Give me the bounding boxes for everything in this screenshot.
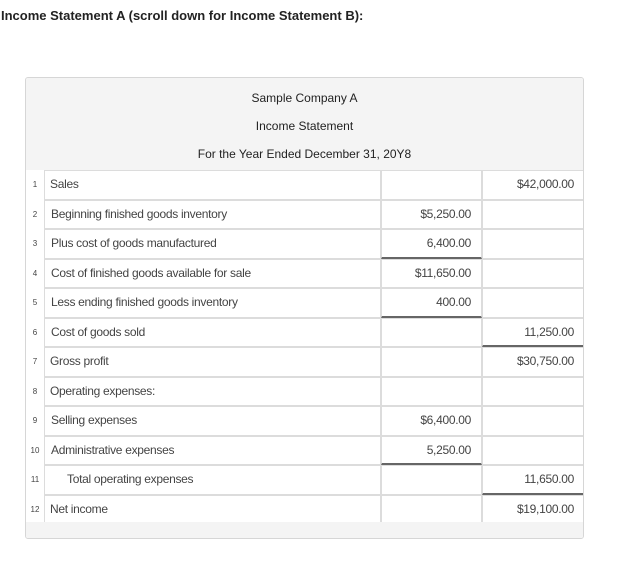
amount-column-1[interactable] xyxy=(381,377,482,407)
row-number: 7 xyxy=(32,357,38,366)
amount-column-1[interactable]: $6,400.00 xyxy=(381,406,482,436)
table-row xyxy=(26,229,583,259)
amount-column-2[interactable]: $19,100.00 xyxy=(482,495,584,525)
amount-column-1[interactable]: $5,250.00 xyxy=(381,200,482,230)
row-label: Sales xyxy=(44,170,381,200)
row-label: Less ending finished goods inventory xyxy=(44,288,381,318)
amount-column-1[interactable] xyxy=(381,318,482,348)
amount-column-2[interactable]: 11,650.00 xyxy=(482,465,584,495)
amount-column-1[interactable]: 5,250.00 xyxy=(381,436,482,466)
row-number: 6 xyxy=(32,327,38,337)
table-row xyxy=(26,465,583,495)
statement-period: For the Year Ended December 31, 20Y8 xyxy=(197,147,412,161)
amount-column-2[interactable] xyxy=(482,406,584,436)
row-label: Gross profit xyxy=(44,347,381,377)
table-row xyxy=(26,406,583,436)
row-label: Plus cost of goods manufactured xyxy=(44,229,381,259)
row-label: Administrative expenses xyxy=(44,436,381,466)
row-label: Cost of finished goods available for sale xyxy=(44,259,381,289)
row-label: Operating expenses: xyxy=(44,377,381,407)
row-label: Beginning finished goods inventory xyxy=(44,200,381,230)
table-row xyxy=(26,436,583,466)
table-footer xyxy=(26,522,583,539)
amount-column-1[interactable]: 400.00 xyxy=(381,288,482,318)
amount-column-1[interactable]: 6,400.00 xyxy=(381,229,482,259)
amount-column-1[interactable] xyxy=(381,495,482,525)
table-row xyxy=(26,259,583,289)
row-number: 5 xyxy=(32,298,38,307)
amount-column-2[interactable] xyxy=(482,377,584,407)
amount-column-1[interactable] xyxy=(381,170,482,200)
company-name: Sample Company A xyxy=(251,91,358,105)
table-row xyxy=(26,288,583,318)
row-number: 2 xyxy=(32,209,38,219)
table-row xyxy=(26,200,583,230)
statement-header xyxy=(26,78,583,170)
row-number: 11 xyxy=(30,475,40,484)
row-number: 8 xyxy=(32,386,38,396)
income-statement-table xyxy=(25,77,584,539)
amount-column-2[interactable] xyxy=(482,436,584,466)
table-row xyxy=(26,347,583,377)
row-label: Cost of goods sold xyxy=(44,318,381,348)
row-number: 9 xyxy=(32,416,38,425)
row-number: 10 xyxy=(30,445,40,455)
row-number: 1 xyxy=(32,180,38,189)
row-label: Net income xyxy=(44,495,381,525)
row-label: Selling expenses xyxy=(44,406,381,436)
amount-column-1[interactable] xyxy=(381,465,482,495)
table-row xyxy=(26,377,583,407)
row-number: 12 xyxy=(30,504,40,514)
table-row xyxy=(26,495,583,525)
table-row xyxy=(26,170,583,200)
table-row xyxy=(26,318,583,348)
row-label: Total operating expenses xyxy=(44,465,381,495)
row-number: 4 xyxy=(32,268,38,278)
amount-column-2[interactable] xyxy=(482,288,584,318)
amount-column-1[interactable] xyxy=(381,347,482,377)
amount-column-2[interactable] xyxy=(482,259,584,289)
amount-column-2[interactable]: 11,250.00 xyxy=(482,318,584,348)
page-heading: Income Statement A (scroll down for Income Statement B): xyxy=(1,8,364,23)
amount-column-2[interactable] xyxy=(482,200,584,230)
amount-column-2[interactable]: $42,000.00 xyxy=(482,170,584,200)
amount-column-2[interactable] xyxy=(482,229,584,259)
amount-column-1[interactable]: $11,650.00 xyxy=(381,259,482,289)
row-number: 3 xyxy=(32,239,38,248)
amount-column-2[interactable]: $30,750.00 xyxy=(482,347,584,377)
statement-title: Income Statement xyxy=(255,119,354,133)
